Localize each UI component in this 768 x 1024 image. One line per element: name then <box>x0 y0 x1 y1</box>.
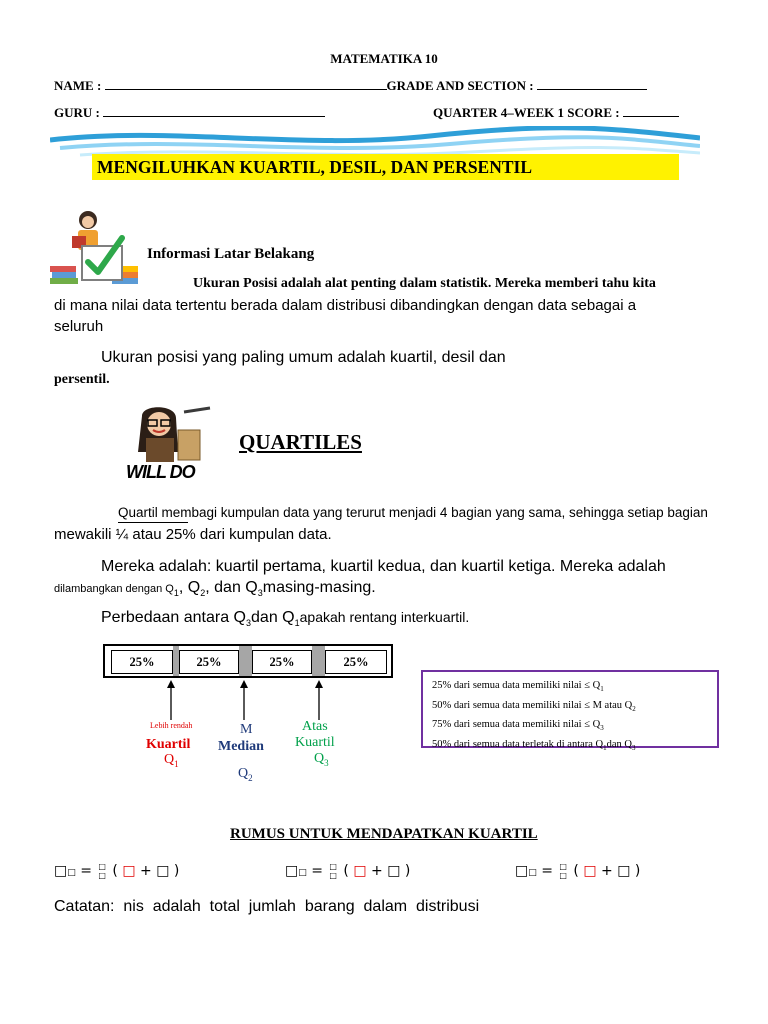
q3-letter: Q <box>314 751 325 766</box>
formula-q2-sub: □ <box>298 868 307 878</box>
m-label: M <box>240 722 253 737</box>
summary-line-2: 50% dari semua data memiliki nilai ≤ M atau $Q_2$ <box>432 699 636 713</box>
formula-q1-sub: □ <box>67 868 76 878</box>
kuartil-label-q3: Kuartil <box>295 735 335 750</box>
formula-q2 <box>285 862 410 880</box>
quartile-bar <box>103 644 393 678</box>
formula-q1-num: □ <box>98 862 106 871</box>
formula-q1-symbol: □ <box>54 863 68 879</box>
quartile-cell-2: 25% <box>179 650 239 674</box>
denoted-by-text: dilambangkan dengan Q <box>54 583 174 595</box>
name-blank[interactable] <box>105 77 387 90</box>
worksheet-title: MATEMATIKA 10 <box>330 51 438 66</box>
grade-blank[interactable] <box>537 77 647 90</box>
guru-blank[interactable] <box>103 104 325 117</box>
formula-q1-fraction <box>98 862 106 880</box>
summary-line-4-text-b: dan Q <box>606 738 633 750</box>
quartiles-paragraph-2-line-1: Mereka adalah: kuartil pertama, kuartil kedua, dan kuartil ketiga. Mereka adalah <box>101 558 666 575</box>
formula-q2-symbol: □ <box>285 863 299 879</box>
info-paragraph-1-line-2: di mana nilai data tertentu berada dalam distribusi dibandingkan dengan data sebagai a <box>54 297 637 314</box>
teacher-checkmark-icon <box>48 208 143 290</box>
formula-q3-plus: + <box>601 863 613 879</box>
will-do-label: WILL DO <box>126 462 195 482</box>
formula-q2-eq: = <box>311 863 323 879</box>
quartiles-heading: QUARTILES <box>239 430 362 454</box>
info-paragraph-2-line-2: persentil. <box>54 372 110 387</box>
formula-q3-open: ( <box>573 863 579 879</box>
summary-line-1: 25% dari semua data memiliki nilai ≤ $Q_1$ <box>432 680 604 694</box>
formula-q1-open: ( <box>112 863 118 879</box>
formula-q2-close: ) <box>404 863 411 879</box>
quartile-arrows <box>150 680 340 720</box>
topic-banner <box>92 154 679 180</box>
formula-q1-one: □ <box>156 863 170 879</box>
guru-label: GURU : <box>54 105 100 120</box>
formula-q3-fraction <box>559 862 567 880</box>
quartile-cell-3: 25% <box>252 650 312 674</box>
quartiles-paragraph-1-line-2: mewakili ¼ atau 25% dari kumpulan data. <box>54 526 332 543</box>
guru-line <box>54 104 325 121</box>
formula-q1-eq: = <box>80 863 92 879</box>
summary-line-3: 75% dari semua data memiliki nilai ≤ $Q_3$ <box>432 719 604 733</box>
q1-letter: Q <box>164 752 175 767</box>
formula-q3-symbol: □ <box>515 863 529 879</box>
topic-title: MENGILUHKAN KUARTIL, DESIL, DAN PERSENTIL <box>97 157 533 177</box>
quarter-line <box>433 104 679 121</box>
upper-label: Atas <box>302 719 328 734</box>
score-blank[interactable] <box>623 104 679 117</box>
name-line <box>54 77 647 94</box>
formula-q2-num: □ <box>329 862 337 871</box>
info-paragraph-2-line-1: Ukuran posisi yang paling umum adalah kuartil, desil dan <box>101 349 506 366</box>
formula-q3-sub: □ <box>528 868 537 878</box>
formula-q3-one: □ <box>617 863 631 879</box>
formula-q2-plus: + <box>371 863 383 879</box>
quartiles-paragraph-3: Perbedaan antara $Q_3dan$ $Q_1apakah$ rentang interkuartil. <box>101 609 470 629</box>
name-label: NAME : <box>54 78 102 93</box>
summary-line-1-text: 25% dari semua data memiliki nilai ≤ Q <box>432 680 601 691</box>
formula-q2-one: □ <box>387 863 401 879</box>
formula-q3-den: □ <box>559 871 567 880</box>
formula-heading: RUMUS UNTUK MENDAPATKAN KUARTIL <box>230 826 538 842</box>
formula-q3 <box>515 862 640 880</box>
median-label: Median <box>218 739 264 754</box>
summary-line-4-text-a: 50% dari semua data terletak di antara Q <box>432 738 604 750</box>
quartiles-paragraph-2-line-2: dilambangkan dengan $Q_1$, $Q_2$, dan $Q_3masing$-masing. <box>54 579 376 599</box>
grade-label: GRADE AND SECTION : <box>386 78 534 93</box>
quarter-label: QUARTER 4–WEEK 1 SCORE : <box>433 105 620 120</box>
formula-q1-den: □ <box>98 871 106 880</box>
quartile-summary-box <box>421 670 719 752</box>
q2-label: $Q_2$ <box>238 766 253 783</box>
info-paragraph-1-line-3: seluruh <box>54 318 104 335</box>
quartile-cell-4: 25% <box>325 650 387 674</box>
iqr-text-c: apakah rentang interkuartil. <box>299 609 470 625</box>
iqr-text-a: Perbedaan antara Q <box>101 609 246 626</box>
formula-q2-n: □ <box>353 863 367 879</box>
q2-separator <box>239 646 252 676</box>
formula-note: Catatan: nis adalah total jumlah barang dalam distribusi <box>54 898 480 915</box>
q3-separator <box>312 646 325 676</box>
formula-q2-den: □ <box>329 871 337 880</box>
q3-label: $Q_3$ <box>314 751 329 768</box>
formula-q1-plus: + <box>140 863 152 879</box>
formula-q1 <box>54 862 179 880</box>
summary-line-4: 50% dari semua data terletak di antara $Q_1dan$ $Q_3$ <box>432 738 636 752</box>
formula-q2-fraction <box>329 862 337 880</box>
iqr-text-b: dan Q <box>251 609 295 626</box>
q1-label: $Q_1$ <box>164 752 179 769</box>
will-do-teacher-icon <box>124 402 219 484</box>
formula-q3-eq: = <box>541 863 553 879</box>
formula-q3-n: □ <box>583 863 597 879</box>
summary-line-3-text: 75% dari semua data memiliki nilai ≤ Q <box>432 719 601 731</box>
respectively-text: masing-masing. <box>262 579 376 596</box>
quartil-underline <box>118 522 188 523</box>
summary-line-2-text: 50% dari semua data memiliki nilai ≤ M atau Q <box>432 699 633 711</box>
formula-q1-n: □ <box>122 863 136 879</box>
kuartil-label-q1: Kuartil <box>146 737 191 752</box>
info-paragraph-1-line-1: Ukuran Posisi adalah alat penting dalam statistik. Mereka memberi tahu kita <box>193 276 656 291</box>
formula-q3-close: ) <box>634 863 641 879</box>
formula-q2-open: ( <box>343 863 349 879</box>
q2-letter: Q <box>238 766 249 781</box>
lower-label: Lebih rendah <box>150 721 193 730</box>
quartile-cell-1: 25% <box>111 650 173 674</box>
formula-q1-close: ) <box>173 863 180 879</box>
formula-q3-num: □ <box>559 862 567 871</box>
info-heading: Informasi Latar Belakang <box>147 246 315 262</box>
quartiles-paragraph-1-line-1: Quartil membagi kumpulan data yang terurut menjadi 4 bagian yang sama, sehingga setiap bagian <box>118 505 708 520</box>
